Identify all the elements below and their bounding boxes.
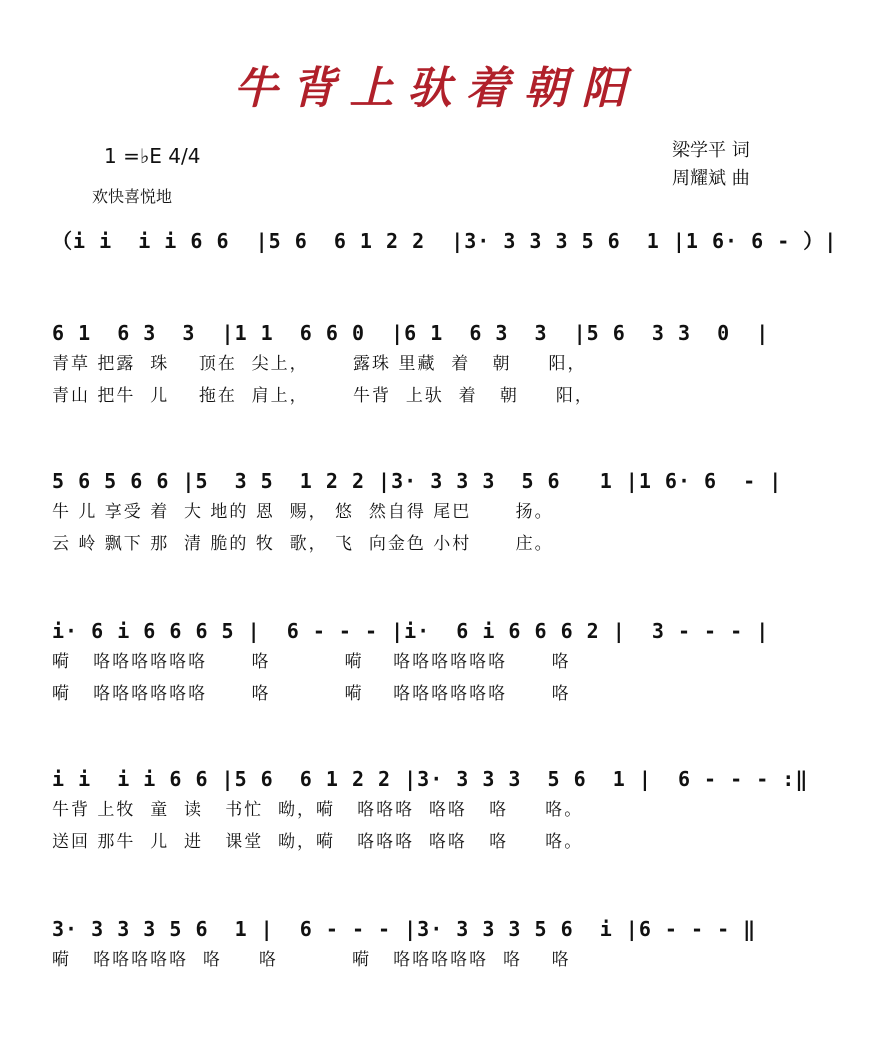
- lyric-verse-2: 云 岭 飘下 那 清 脆的 牧 歌， 飞 向金色 小村 庄。: [52, 534, 554, 554]
- score-system-2: [52, 318, 822, 412]
- score-system-1: [52, 226, 838, 256]
- lyric-verse-1: 嗬 咯咯咯咯咯咯 咯 嗬 咯咯咯咯咯咯 咯: [52, 652, 571, 672]
- notation-line: i· 6 i 6 6 6 5 | 6 - - - |i· 6 i 6 6 6 2 | 3 - - - |: [52, 619, 770, 643]
- lyric-verse-1: 嗬 咯咯咯咯咯 咯 咯 嗬 咯咯咯咯咯 咯 咯: [52, 950, 571, 970]
- score-system-6: [52, 914, 822, 976]
- tempo-marking: 欢快喜悦地: [92, 187, 173, 206]
- notation-line: 5 6 5 6 6 |5 3 5 1 2 2 |3· 3 3 3 5 6 1 |1 6· 6 - |: [52, 469, 783, 493]
- lyricist-credit: 梁学平 词: [672, 140, 750, 161]
- notation-line: （i i i i 6 6 |5 6 6 1 2 2 |3· 3 3 3 5 6 1 |1 6· 6 - ）|: [52, 229, 838, 253]
- score-system-3: [52, 466, 822, 560]
- lyric-verse-1: 牛背 上牧 童 读 书忙 呦，嗬 咯咯咯 咯咯 咯 咯。: [52, 800, 584, 820]
- composer-credit: 周耀斌 曲: [672, 168, 750, 189]
- key-signature: 1 =♭E 4/4: [104, 144, 201, 168]
- score-system-5: [52, 764, 822, 858]
- lyric-verse-1: 牛 儿 享受 着 大 地的 恩 赐， 悠 然自得 尾巴 扬。: [52, 502, 554, 522]
- lyric-verse-1: 青草 把露 珠 顶在 尖上， 露珠 里藏 着 朝 阳，: [52, 354, 587, 374]
- notation-line: 3· 3 3 3 5 6 1 | 6 - - - |3· 3 3 3 5 6 i |6 - - - ‖: [52, 917, 757, 941]
- lyric-verse-2: 送回 那牛 儿 进 课堂 呦，嗬 咯咯咯 咯咯 咯 咯。: [52, 832, 584, 852]
- lyric-verse-2: 青山 把牛 儿 拖在 肩上， 牛背 上驮 着 朝 阳，: [52, 386, 594, 406]
- notation-line: i i i i 6 6 |5 6 6 1 2 2 |3· 3 3 3 5 6 1 | 6 - - - :‖: [52, 767, 809, 791]
- lyric-verse-2: 嗬 咯咯咯咯咯咯 咯 嗬 咯咯咯咯咯咯 咯: [52, 684, 571, 704]
- score-system-4: [52, 616, 822, 710]
- notation-line: 6 1 6 3 3 |1 1 6 6 0 |6 1 6 3 3 |5 6 3 3 0 |: [52, 321, 770, 345]
- song-title: 牛背上驮着朝阳: [233, 63, 640, 114]
